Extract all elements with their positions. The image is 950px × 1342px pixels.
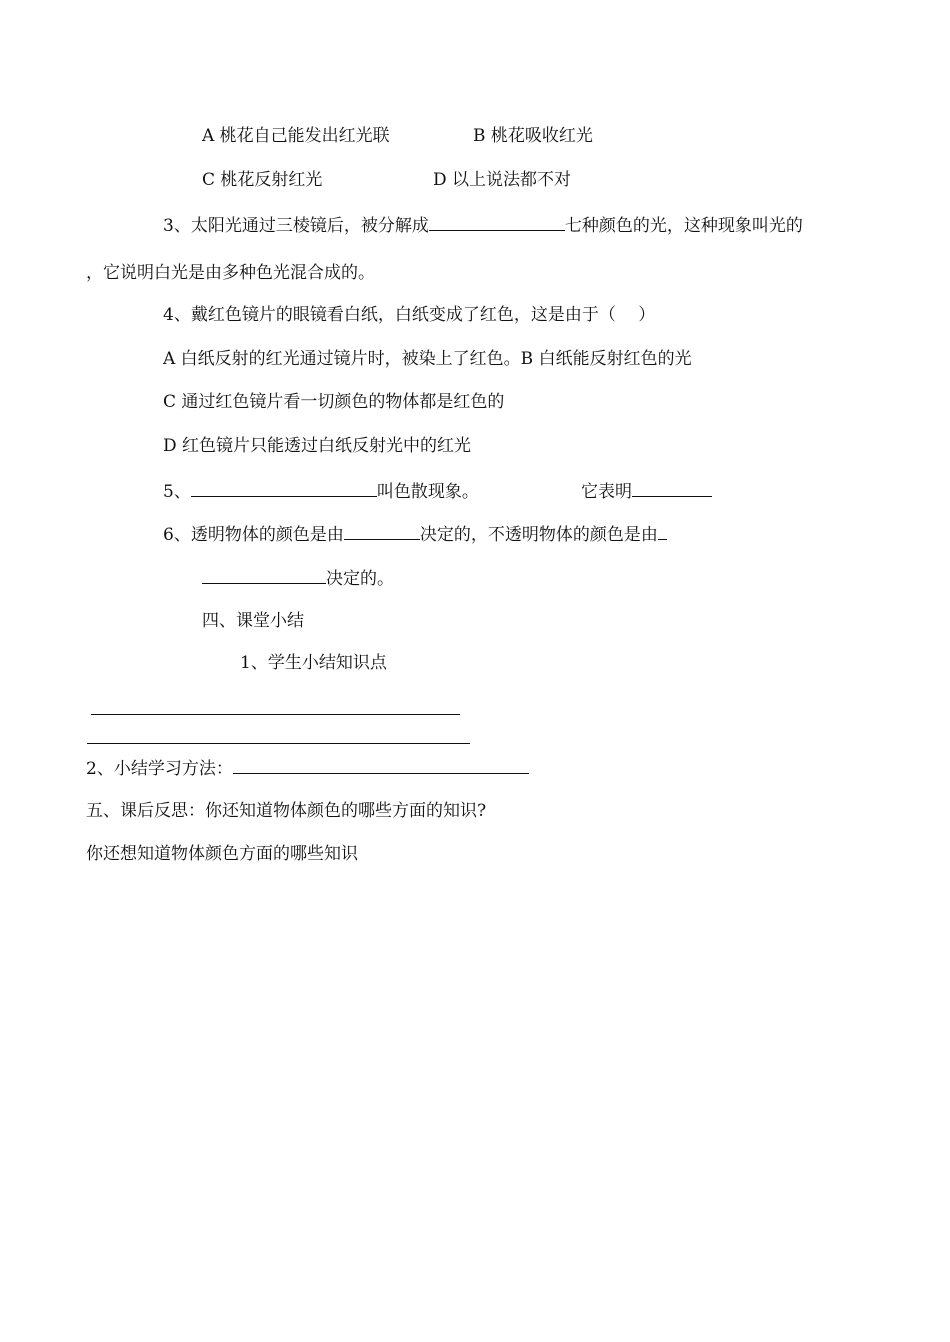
q5-text-part2: 它表明 <box>581 482 632 502</box>
section-5-line-2: 你还想知道物体颜色方面的哪些知识 <box>86 844 358 864</box>
q4-option-ab: A 白纸反射的红光通过镜片时，被染上了红色。B 白纸能反射红色的光 <box>163 349 692 369</box>
q6-line2-end: 决定的。 <box>326 569 394 589</box>
q6-answer-blank-2a[interactable] <box>658 522 667 540</box>
section-4-item-2 <box>86 756 529 780</box>
knowledge-answer-line-1[interactable] <box>91 714 460 715</box>
q2-option-d: D 以上说法都不对 <box>433 170 572 190</box>
question-5 <box>163 479 479 503</box>
section-4-item-1: 1、学生小结知识点 <box>240 653 387 673</box>
q2-option-a: A 桃花自己能发出红光联 <box>202 126 390 146</box>
q5-number: 5、 <box>163 482 191 502</box>
q6-text-part2: 决定的，不透明物体的颜色是由 <box>419 525 658 545</box>
q3-answer-blank[interactable] <box>429 213 565 231</box>
q6-answer-blank-1[interactable] <box>344 522 420 540</box>
q6-answer-blank-2b[interactable] <box>202 566 326 584</box>
section-5-heading: 五、课后反思：你还知道物体颜色的哪些方面的知识? <box>86 801 487 821</box>
question-6-line2 <box>202 566 394 590</box>
question-3 <box>163 213 803 237</box>
q3-text-part2: 七种颜色的光，这种现象叫光的 <box>564 216 803 236</box>
section-4-item-2-label: 2、小结学习方法： <box>86 759 233 779</box>
knowledge-answer-line-2[interactable] <box>87 743 470 744</box>
question-4-stem: 4、戴红色镜片的眼镜看白纸，白纸变成了红色，这是由于（ ） <box>163 305 656 325</box>
q4-option-d: D 红色镜片只能透过白纸反射光中的红光 <box>163 436 472 456</box>
question-6 <box>163 522 667 546</box>
q5-answer-blank-2[interactable] <box>632 479 712 497</box>
question-5-part2 <box>581 479 712 503</box>
q2-option-c: C 桃花反射红光 <box>202 170 323 190</box>
q5-answer-blank-1[interactable] <box>191 479 377 497</box>
section-4-heading: 四、课堂小结 <box>202 611 304 631</box>
q2-option-b: B 桃花吸收红光 <box>473 126 593 146</box>
question-3-line2: ，它说明白光是由多种色光混合成的。 <box>86 263 375 283</box>
q5-text-part1: 叫色散现象。 <box>376 482 479 502</box>
q6-text-part1: 6、透明物体的颜色是由 <box>163 525 344 545</box>
q3-text-part1: 3、太阳光通过三棱镜后，被分解成 <box>163 216 429 236</box>
study-method-blank[interactable] <box>233 756 529 774</box>
q4-option-c: C 通过红色镜片看一切颜色的物体都是红色的 <box>163 392 505 412</box>
